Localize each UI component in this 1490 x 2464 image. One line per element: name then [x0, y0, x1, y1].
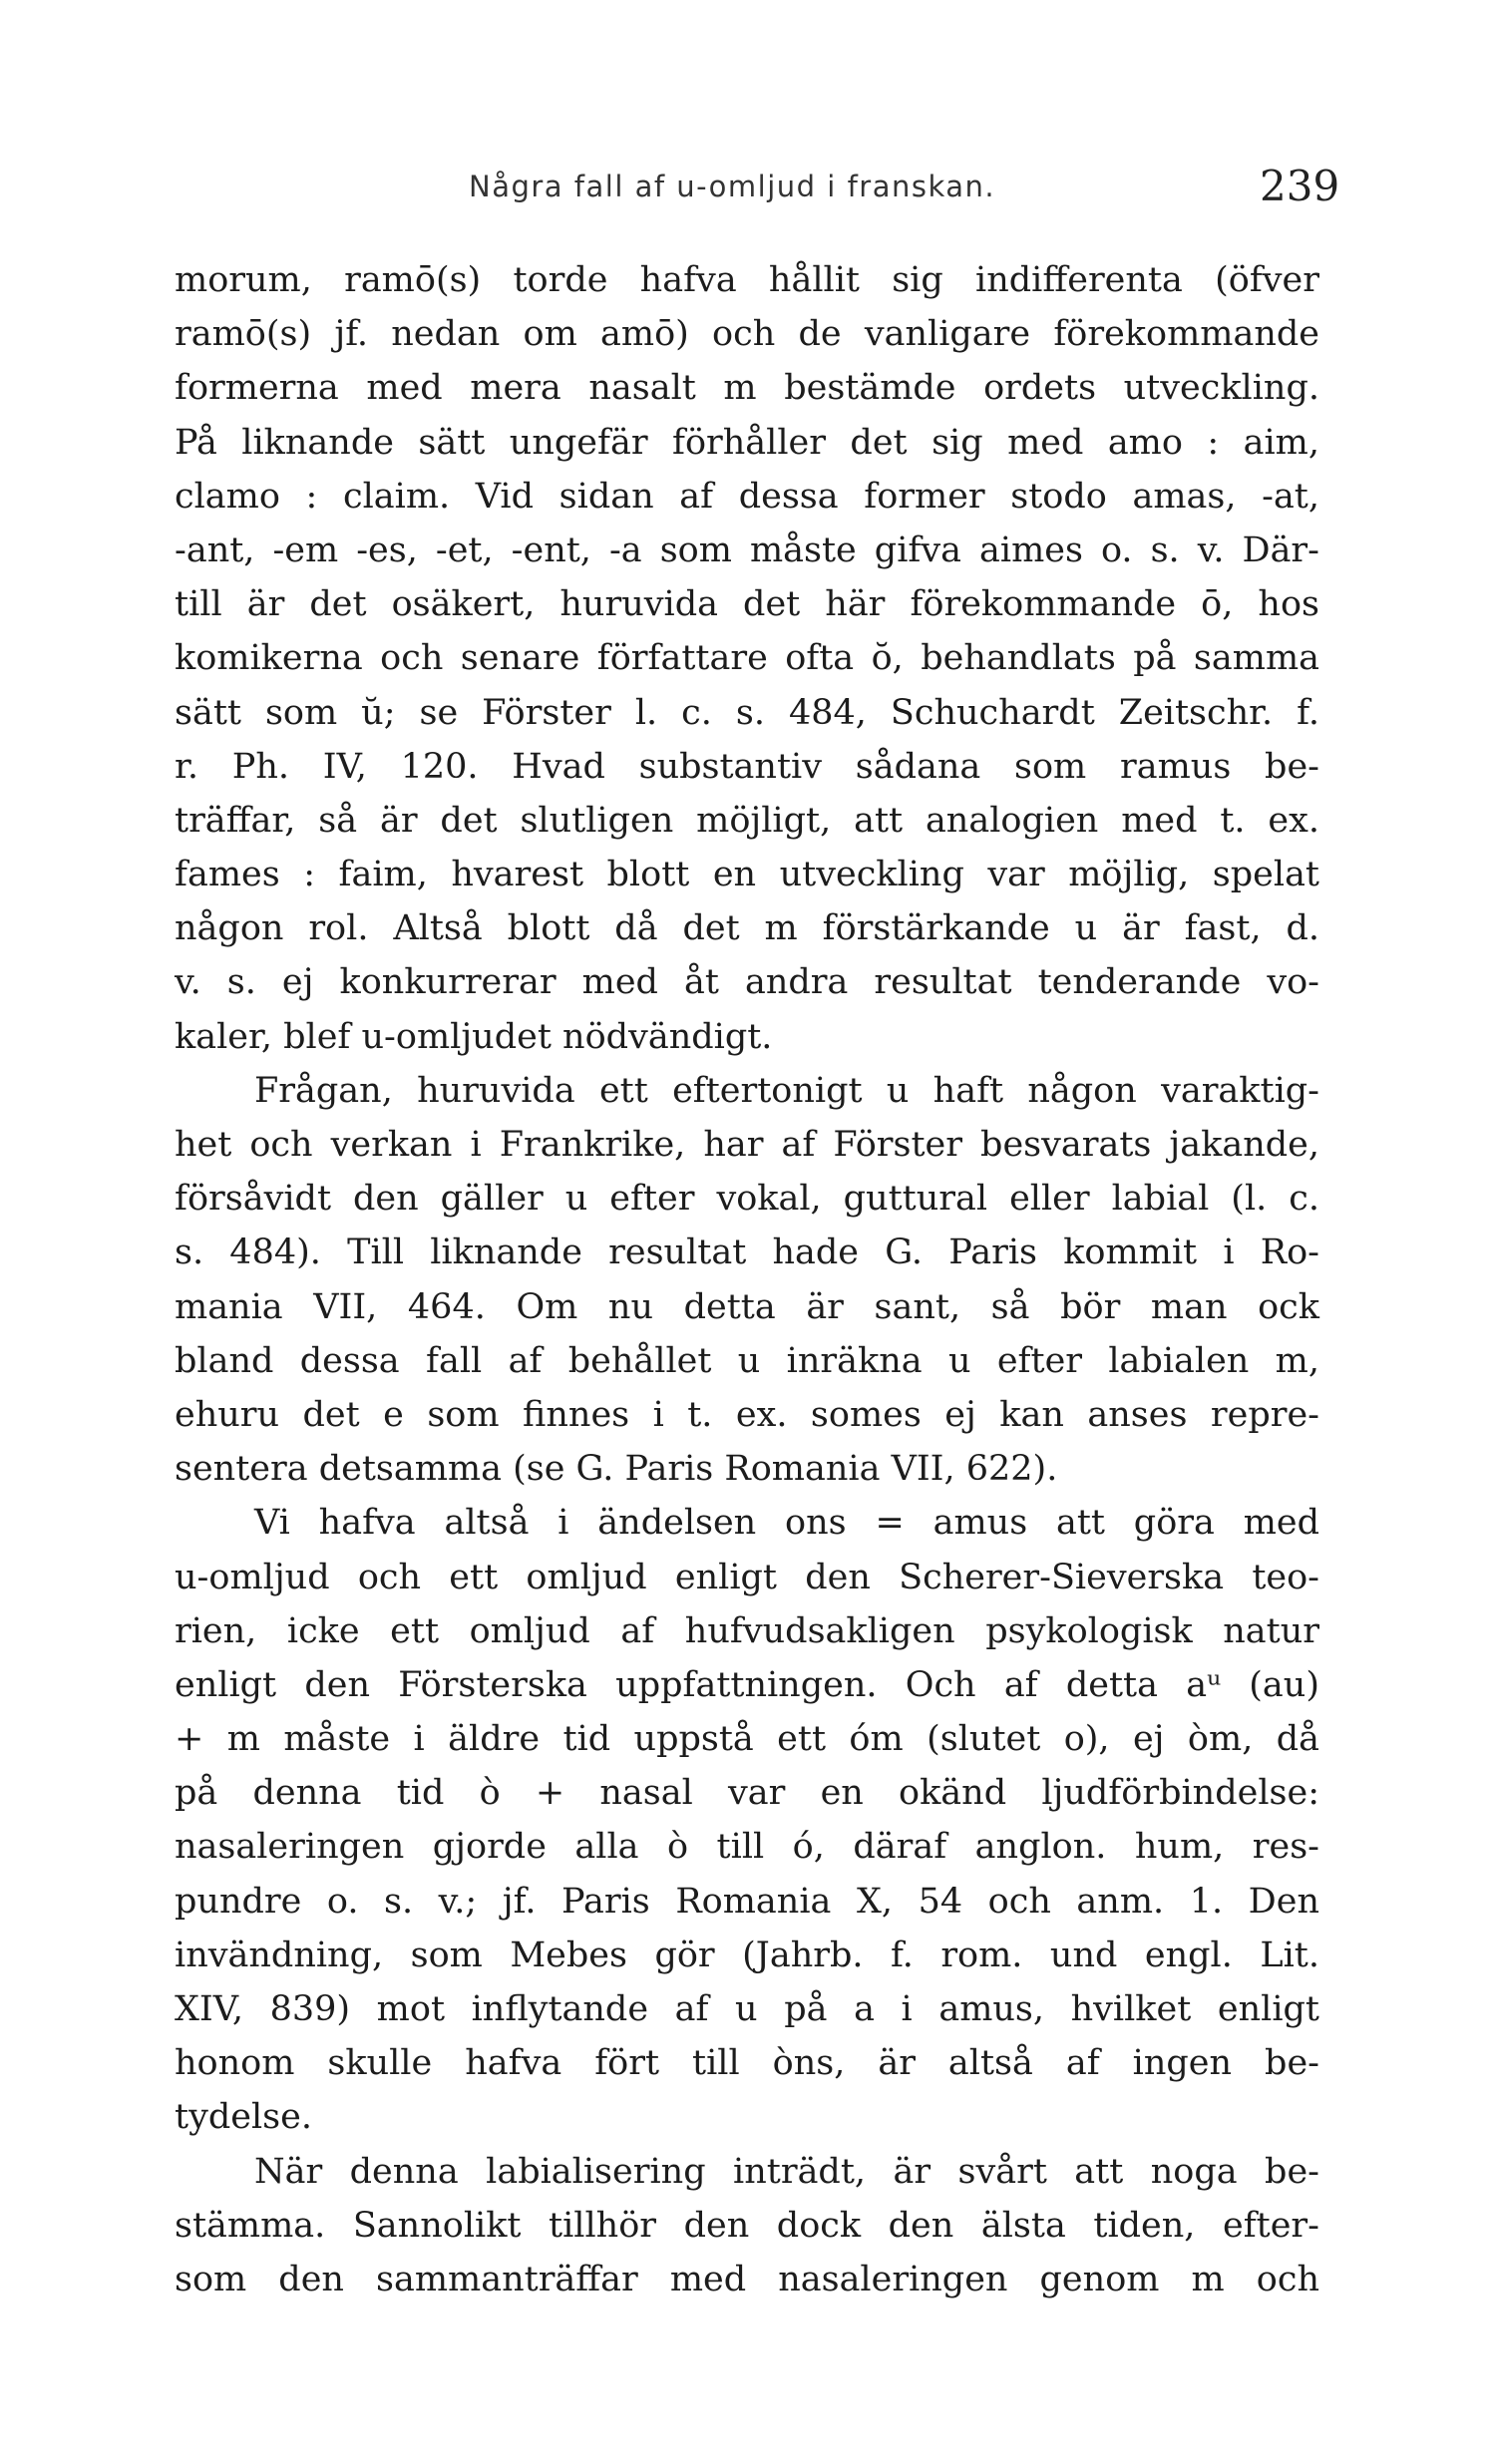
text-line: ramō(s) jf. nedan om amō) och de vanligare förekommande [175, 314, 1319, 355]
text-line: bland dessa fall af behållet u inräkna u efter labialen m, [175, 1340, 1319, 1381]
text-line: -ant, -em -es, -et, -ent, -a som måste gifva aimes o. s. v. Där- [175, 529, 1319, 570]
text-line: sätt som ŭ; se Förster l. c. s. 484, Schuchardt Zeitschr. f. [175, 692, 1319, 733]
text-line: XIV, 839) mot inflytande af u på a i amus, hvilket enligt [175, 1989, 1319, 2029]
text-line: Frågan, huruvida ett eftertonigt u haft någon varaktig- [254, 1070, 1319, 1111]
text-line: som den sammanträffar med nasaleringen genom m och [175, 2259, 1319, 2299]
text-line: sentera detsamma (se G. Paris Romania VII, 622). [175, 1449, 1058, 1490]
text-line: fames : faim, hvarest blott en utveckling var möjlig, spelat [175, 855, 1319, 895]
text-line: r. Ph. IV, 120. Hvad substantiv sådana som ramus be- [175, 746, 1319, 787]
text-line: på denna tid ò + nasal var en okänd ljudförbindelse: [175, 1773, 1319, 1814]
text-line: mania VII, 464. Om nu detta är sant, så bör man ock [175, 1286, 1319, 1327]
text-line: het och verkan i Frankrike, har af Förster besvarats jakande, [175, 1125, 1319, 1165]
text-line: försåvidt den gäller u efter vokal, guttural eller labial (l. c. [175, 1179, 1319, 1220]
text-line: invändning, som Mebes gör (Jahrb. f. rom. und engl. Lit. [175, 1935, 1319, 1975]
text-line: v. s. ej konkurrerar med åt andra resultat tenderande vo- [175, 962, 1319, 1003]
text-line: formerna med mera nasalt m bestämde ordets utveckling. [175, 368, 1319, 409]
page-header [0, 162, 1490, 229]
text-line: enligt den Försterska uppfattningen. Och af detta aᵘ (au) [175, 1664, 1319, 1705]
text-line: ehuru det e som finnes i t. ex. somes ej kan anses repre- [175, 1394, 1319, 1435]
text-line: rien, icke ett omljud af hufvudsakligen psykologisk natur [175, 1610, 1319, 1651]
running-head: Några fall af u-omljud i franskan. [469, 170, 996, 203]
text-line: På liknande sätt ungefär förhåller det sig med amo : aim, [175, 422, 1319, 463]
text-line: När denna labialisering inträdt, är svårt att noga be- [254, 2151, 1319, 2192]
text-line: komikerna och senare författare ofta ŏ, behandlats på samma [175, 638, 1319, 679]
text-line: nasaleringen gjorde alla ò till ó, däraf anglon. hum, res- [175, 1827, 1319, 1868]
text-line: träffar, så är det slutligen möjligt, att analogien med t. ex. [175, 800, 1319, 841]
text-line: Vi hafva altså i ändelsen ons = amus att göra med [254, 1503, 1319, 1544]
text-line: honom skulle hafva fört till òns, är altså af ingen be- [175, 2043, 1319, 2084]
text-line: clamo : claim. Vid sidan af dessa former stodo amas, -at, [175, 476, 1319, 517]
text-line: stämma. Sannolikt tillhör den dock den älsta tiden, efter- [175, 2205, 1319, 2246]
body-text [175, 253, 1319, 2306]
text-line: morum, ramō(s) torde hafva hållit sig indifferenta (öfver [175, 260, 1319, 300]
text-line: kaler, blef u-omljudet nödvändigt. [175, 1016, 773, 1057]
text-line: u-omljud och ett omljud enligt den Scherer-Sieverska teo- [175, 1557, 1319, 1597]
text-line: s. 484). Till liknande resultat hade G. Paris kommit i Ro- [175, 1232, 1319, 1273]
text-line: till är det osäkert, huruvida det här förekommande ō, hos [175, 584, 1319, 625]
page-number: 239 [1260, 162, 1340, 210]
text-line: tydelse. [175, 2097, 312, 2138]
text-line: någon rol. Altså blott då det m förstärkande u är fast, d. [175, 908, 1319, 949]
text-line: pundre o. s. v.; jf. Paris Romania X, 54 och anm. 1. Den [175, 1881, 1319, 1922]
text-line: + m måste i äldre tid uppstå ett óm (slutet o), ej òm, då [175, 1719, 1319, 1760]
